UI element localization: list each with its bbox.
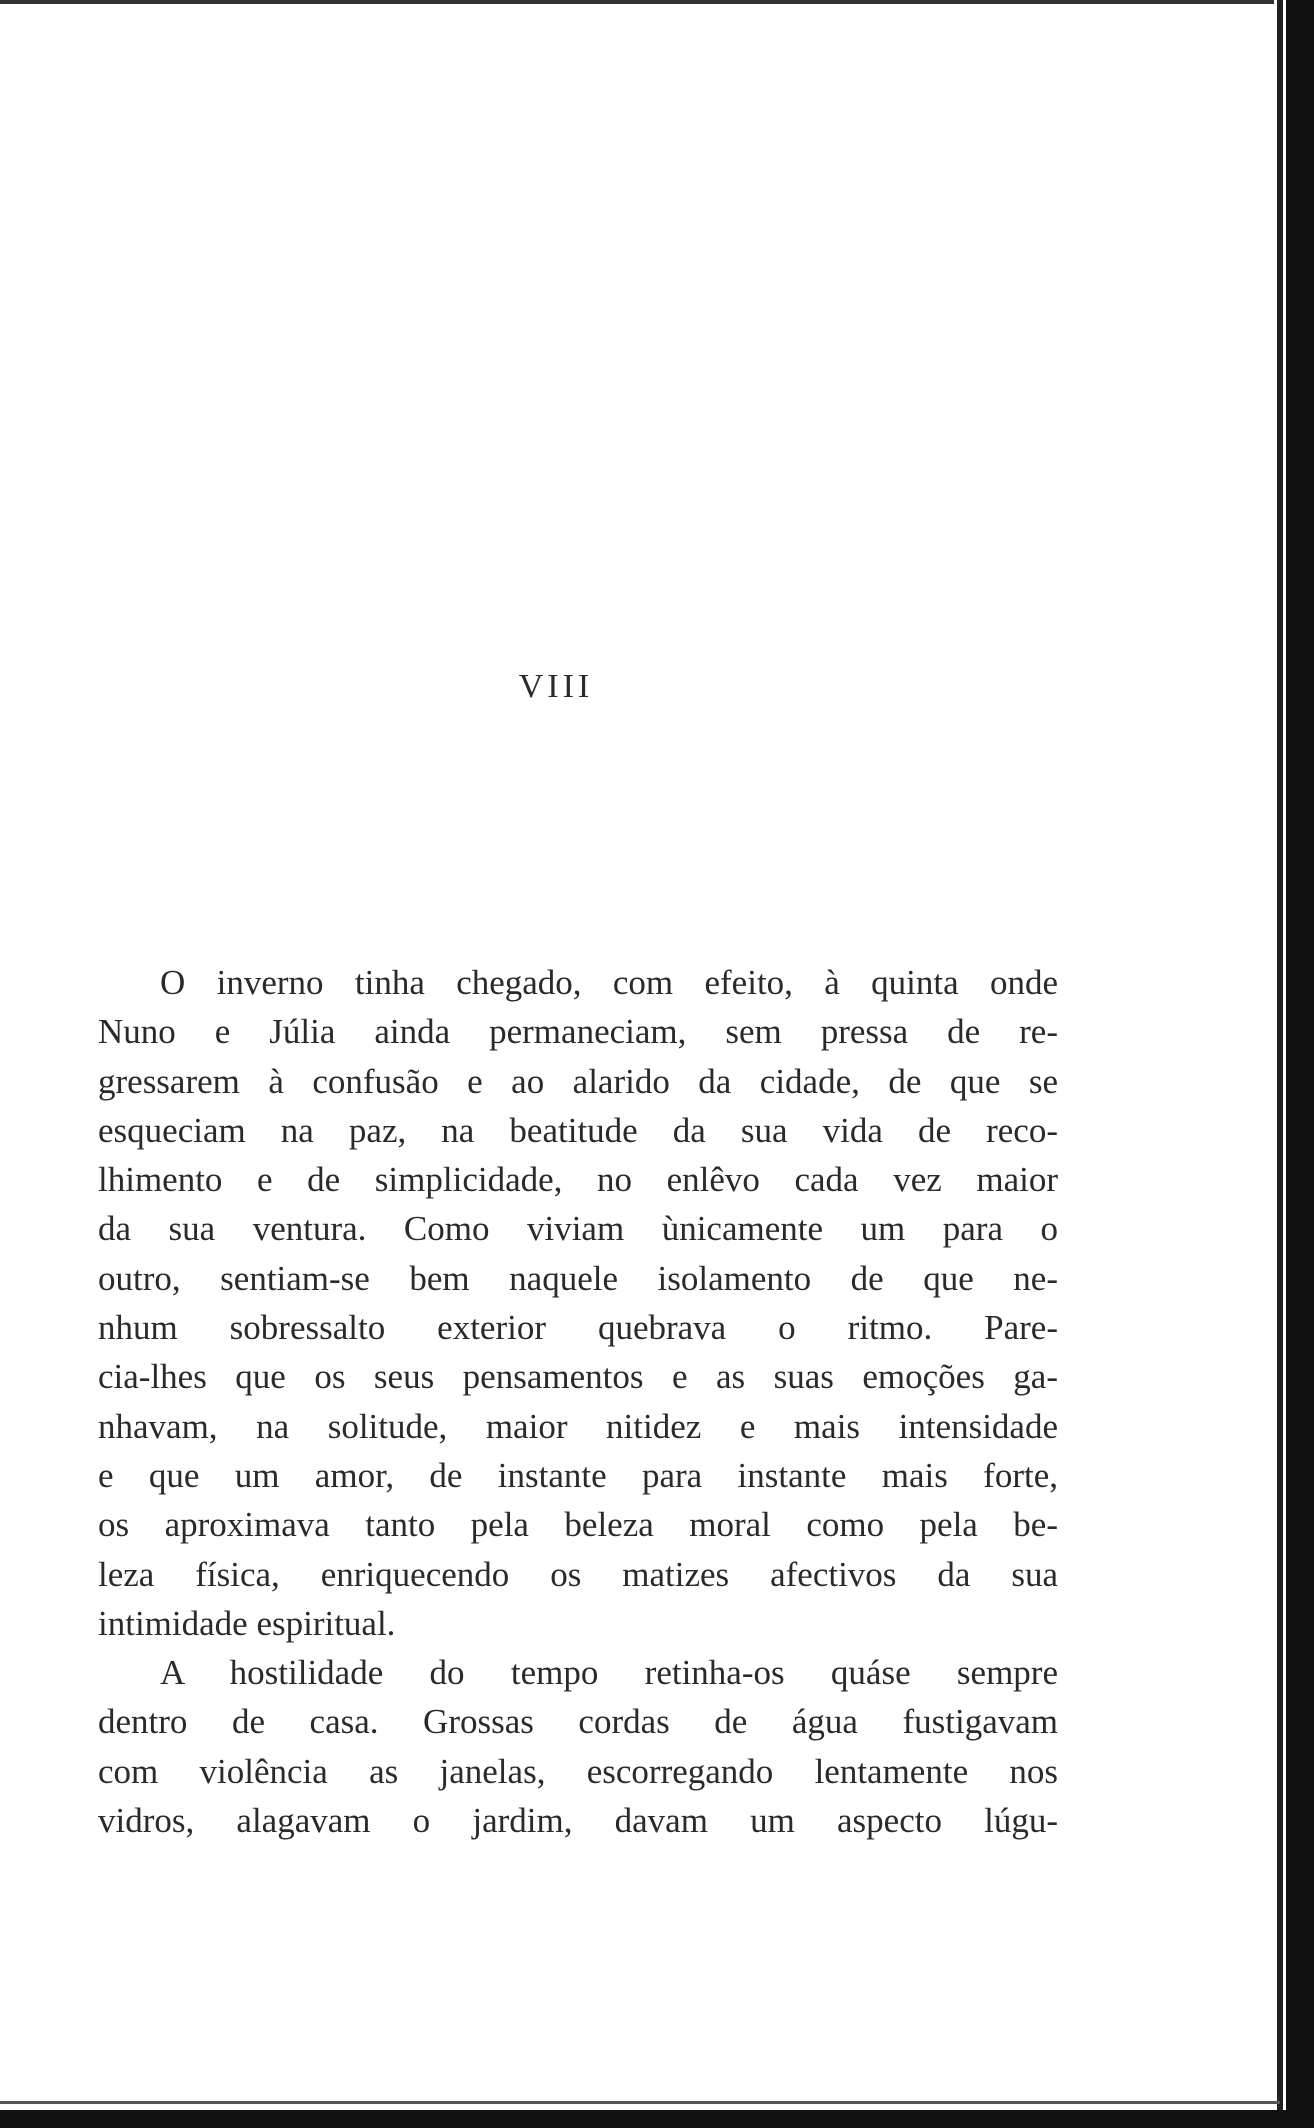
text-line: outro, sentiam-se bem naquele isolamento de que ne-: [98, 1258, 1058, 1298]
text-line: intimidade espiritual.: [98, 1603, 396, 1643]
text-line: com violência as janelas, escorregando lentamente nos: [98, 1751, 1058, 1791]
chapter-heading: VIII: [518, 668, 594, 705]
text-line: leza física, enriquecendo os matizes afectivos da sua: [98, 1554, 1058, 1594]
text-line: vidros, alagavam o jardim, davam um aspecto lúgu-: [98, 1801, 1058, 1841]
text-line: esqueciam na paz, na beatitude da sua vida de reco-: [98, 1110, 1058, 1150]
body-text: [98, 958, 1058, 1845]
scan-bottom-line: [0, 2101, 1280, 2104]
scan-bottom-edge: [0, 2110, 1314, 2128]
text-line: os aproximava tanto pela beleza moral como pela be-: [98, 1505, 1058, 1545]
text-line: O inverno tinha chegado, com efeito, à quinta onde: [160, 963, 1058, 1002]
scan-right-edge: [1274, 0, 1314, 2128]
text-line: cia-lhes que os seus pensamentos e as suas emoções ga-: [98, 1357, 1058, 1397]
text-line: A hostilidade do tempo retinha-os quáse sempre: [160, 1653, 1058, 1693]
text-line: da sua ventura. Como viviam ùnicamente um para o: [98, 1209, 1058, 1249]
text-line: nhavam, na solitude, maior nitidez e mais intensidade: [98, 1406, 1058, 1446]
text-line: dentro de casa. Grossas cordas de água fustigavam: [98, 1702, 1058, 1742]
text-line: nhum sobressalto exterior quebrava o ritmo. Pare-: [98, 1308, 1058, 1348]
text-line: lhimento e de simplicidade, no enlêvo cada vez maior: [98, 1160, 1058, 1200]
scan-top-edge: [0, 0, 1290, 4]
text-line: e que um amor, de instante para instante mais forte,: [98, 1455, 1058, 1495]
text-line: gressarem à confusão e ao alarido da cidade, de que se: [98, 1061, 1058, 1101]
text-line: Nuno e Júlia ainda permaneciam, sem pressa de re-: [98, 1012, 1058, 1052]
